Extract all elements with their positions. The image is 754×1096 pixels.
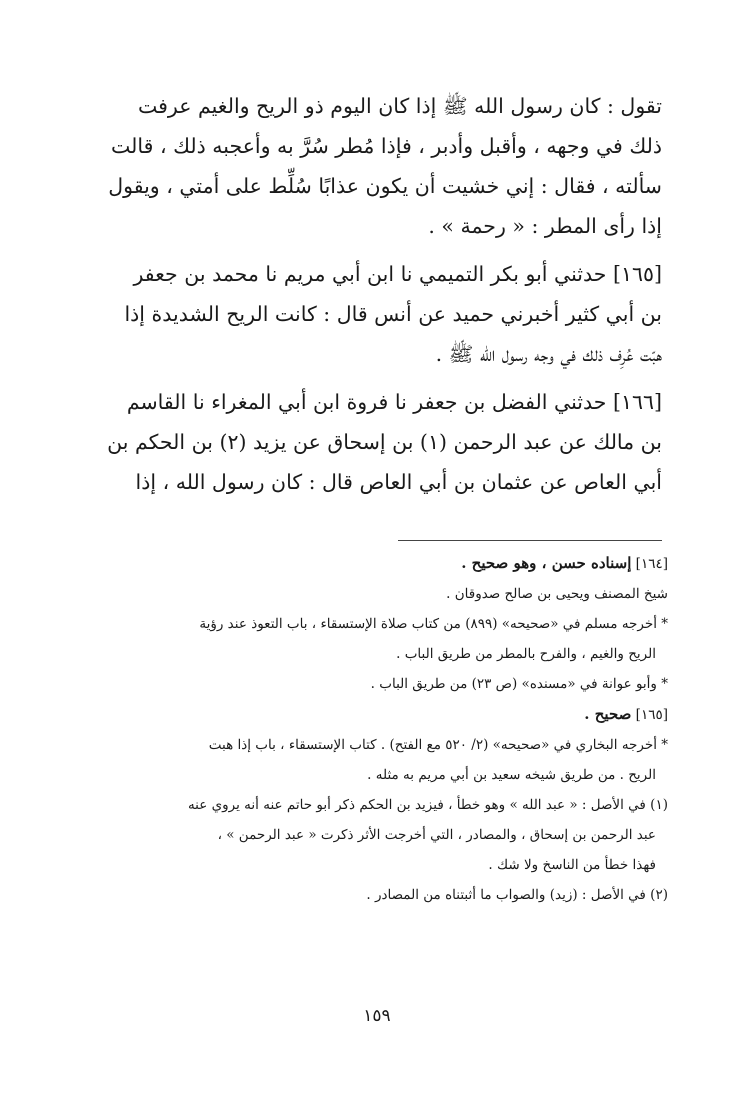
note-165-grade: صحيح . bbox=[584, 705, 632, 723]
paragraph-hadith-165 bbox=[96, 254, 662, 374]
footnote-1-cont: عبد الرحمن بن إسحاق ، والمصادر ، التي أخرجت الأثر ذكرت « عبد الرحمن » ، bbox=[217, 827, 656, 843]
text-line: [١٦٦] حدثني الفضل بن جعفر نا فروة ابن أبي المغراء نا القاسم bbox=[126, 390, 662, 414]
note-line: * أخرجه البخاري في «صحيحه» (٢/ ٥٢٠ مع الفتح) . كتاب الإستسقاء ، باب إذا هبت bbox=[208, 737, 668, 753]
footnote-2: (٢) في الأصل : (زيد) والصواب ما أثبتناه من المصادر . bbox=[366, 887, 668, 903]
text-line: إذا رأى المطر : « رحمة » . bbox=[428, 214, 662, 238]
note-line: الريح والغيم ، والفرح بالمطر من طريق الباب . bbox=[396, 646, 656, 662]
page-number: ١٥٩ bbox=[363, 1006, 391, 1026]
paragraph-hadith-166 bbox=[96, 382, 662, 502]
note-line: * وأبو عوانة في «مسنده» (ص ٢٣) من طريق الباب . bbox=[370, 676, 668, 692]
note-164-heading bbox=[96, 548, 668, 579]
text-line: [١٦٥] حدثني أبو بكر التميمي نا ابن أبي مريم نا محمد بن جعفر bbox=[133, 262, 662, 286]
note-164-grade: إسناده حسن ، وهو صحيح . bbox=[461, 554, 632, 572]
text-line: هبّت عُرِف ذلك في وجه رسول الله ﷺ . bbox=[435, 342, 662, 366]
note-line: * أخرجه مسلم في «صحيحه» (٨٩٩) من كتاب صلاة الإستسقاء ، باب التعوذ عند رؤية bbox=[199, 616, 668, 632]
main-text bbox=[96, 86, 662, 502]
footnotes bbox=[96, 548, 668, 910]
text-line: بن أبي كثير أخبرني حميد عن أنس قال : كانت الريح الشديدة إذا bbox=[124, 302, 662, 326]
paragraph-continuation bbox=[96, 86, 662, 246]
note-165-heading bbox=[96, 699, 668, 730]
note-165-number: [١٦٥] bbox=[635, 707, 668, 723]
note-164-number: [١٦٤] bbox=[635, 556, 668, 572]
note-line: الريح . من طريق شيخه سعيد بن أبي مريم به مثله . bbox=[367, 767, 656, 783]
text-line: ذلك في وجهه ، وأقبل وأدبر ، فإذا مُطر سُرَّ به وأعجبه ذلك ، قالت bbox=[111, 134, 662, 158]
note-line: شيخ المصنف ويحيى بن صالح صدوقان . bbox=[446, 586, 668, 602]
footnote-1-cont: فهذا خطأ من الناسخ ولا شك . bbox=[488, 857, 656, 873]
text-line: أبي العاص عن عثمان بن أبي العاص قال : كان رسول الله ، إذا bbox=[135, 470, 662, 494]
text-line: تقول : كان رسول الله ﷺ إذا كان اليوم ذو الريح والغيم عرفت bbox=[137, 94, 662, 118]
text-line: سألته ، فقال : إني خشيت أن يكون عذابًا سُلِّط على أمتي ، ويقول bbox=[108, 174, 662, 198]
text-line: بن مالك عن عبد الرحمن (١) بن إسحاق عن يزيد (٢) بن الحكم بن bbox=[107, 430, 662, 454]
footnote-divider bbox=[398, 540, 662, 541]
footnote-1: (١) في الأصل : « عبد الله » وهو خطأ ، فيزيد بن الحكم ذكر أبو حاتم عنه أنه يروي عنه bbox=[187, 797, 668, 813]
